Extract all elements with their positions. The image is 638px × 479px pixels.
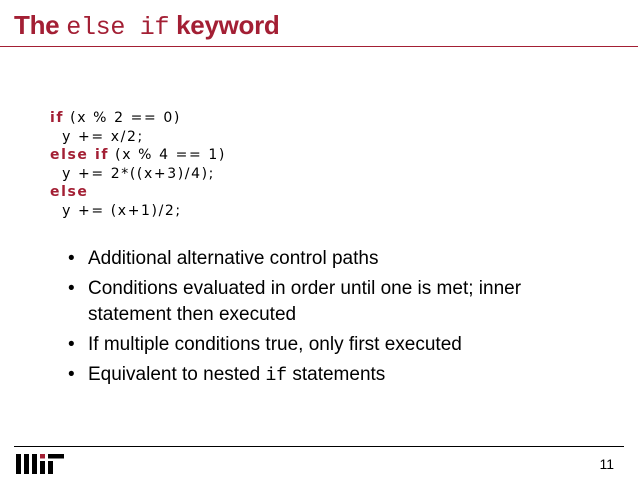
bullet-text: Conditions evaluated in order until one is met; inner statement then executed <box>88 278 522 325</box>
code-line <box>50 183 226 202</box>
code-line <box>50 128 226 147</box>
code-block <box>50 109 226 221</box>
code-line <box>50 146 226 165</box>
bullet-text: Equivalent to nested <box>88 364 266 385</box>
code-text: (x % 2 == 0) <box>64 110 181 126</box>
bullet-item <box>68 332 588 358</box>
code-keyword: else <box>50 184 89 201</box>
slide-title <box>14 10 280 42</box>
bullet-dot: • <box>68 278 75 299</box>
bullet-list <box>68 246 588 393</box>
bullet-item <box>68 246 588 272</box>
bullet-text: If multiple conditions true, only first executed <box>88 334 462 355</box>
code-text: (x % 4 == 1) <box>109 147 226 164</box>
bullet-item <box>68 362 588 389</box>
bullet-item <box>68 276 588 328</box>
bullet-dot: • <box>68 334 75 355</box>
title-code-word: else if <box>66 13 170 42</box>
mit-logo <box>14 454 66 474</box>
code-keyword: else if <box>50 147 110 164</box>
inline-code: if <box>265 366 288 386</box>
bullet-dot: • <box>68 364 75 385</box>
code-line <box>50 109 226 128</box>
title-suffix: keyword <box>176 10 280 40</box>
bullet-text: statements <box>287 364 386 385</box>
code-line <box>50 165 226 184</box>
code-text: y += (x+1)/2; <box>50 202 182 219</box>
bullet-dot: • <box>68 248 75 269</box>
code-keyword: if <box>50 110 65 126</box>
title-prefix: The <box>14 10 60 40</box>
code-text: y += 2*((x+3)/4); <box>50 165 215 182</box>
bullet-text: Additional alternative control paths <box>88 248 379 269</box>
title-divider <box>0 46 638 47</box>
code-text: y += x/2; <box>50 128 144 145</box>
code-line <box>50 202 226 221</box>
footer-divider <box>14 446 624 447</box>
page-number: 11 <box>599 456 614 472</box>
